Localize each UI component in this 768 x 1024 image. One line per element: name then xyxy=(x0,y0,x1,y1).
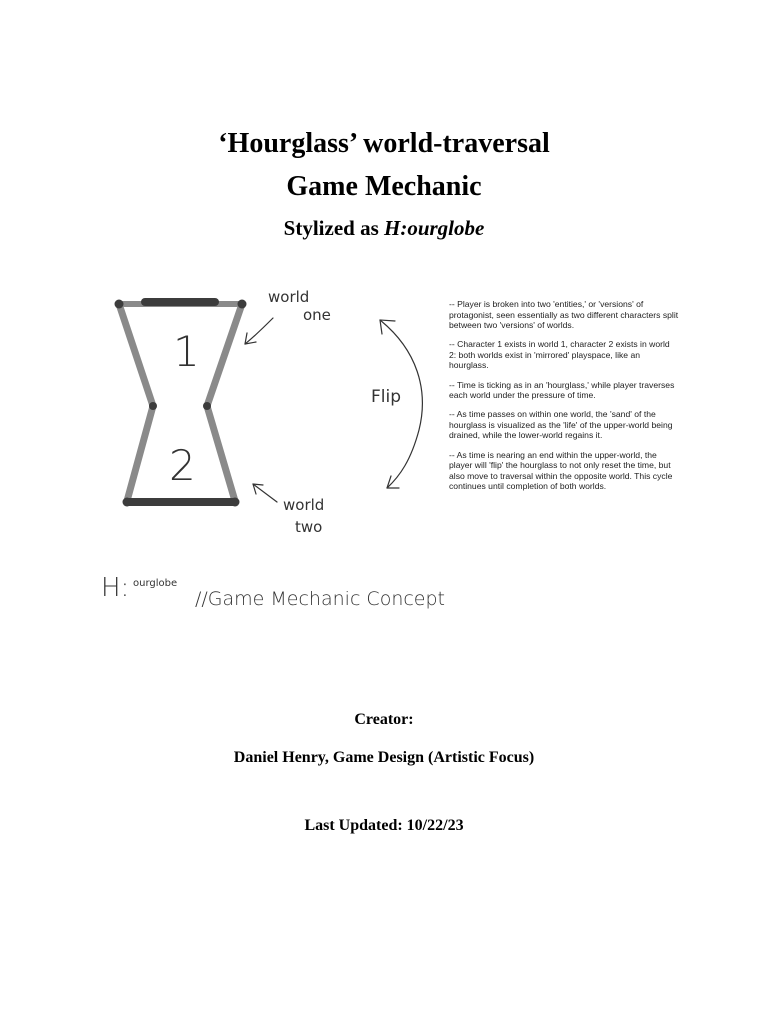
caption-ourglobe: ourglobe xyxy=(133,578,178,589)
world-one-number: 1 xyxy=(173,327,200,376)
subtitle-stylized-name: H:ourglobe xyxy=(384,216,485,240)
note-item: -- Character 1 exists in world 1, character 2 exists in world 2: both worlds exist in 'mirrored' playspace, like an hourglass. xyxy=(449,339,670,371)
subtitle-prefix: Stylized as xyxy=(283,216,384,240)
world-one-label-line-2: one xyxy=(303,306,331,324)
note-item: -- Time is ticking as in an 'hourglass,' while player traverses each world under the pressure of time. xyxy=(449,379,675,401)
caption-h-letter: H: xyxy=(101,573,130,603)
world-two-label-line-2: two xyxy=(295,518,323,536)
last-updated: Last Updated: 10/22/23 xyxy=(304,817,464,834)
world-two-label-line-1: world xyxy=(283,496,325,514)
note-item: -- As time is nearing an end within the upper-world, the player will 'flip' the hourglass to not only reset the time, but also move to traversal within the opposite world. This cycle continues until completion of both worlds. xyxy=(449,449,673,492)
caption-concept-text: //Game Mechanic Concept xyxy=(195,588,446,610)
world-one-label-line-1: world xyxy=(268,288,310,306)
handwritten-caption xyxy=(95,560,495,620)
note-item: -- Player is broken into two 'entities,' or 'versions' of protagonist, seen essentially as two different characters split between two 'versions' of worlds. xyxy=(449,299,679,331)
document-title-line-2: Game Mechanic xyxy=(286,171,482,202)
document-subtitle xyxy=(0,214,768,242)
flip-label: Flip xyxy=(371,387,402,407)
world-two-number: 2 xyxy=(169,441,196,490)
world-two-arrow xyxy=(253,484,277,502)
creator-label: Creator: xyxy=(354,711,414,728)
creator-name: Daniel Henry, Game Design (Artistic Focus) xyxy=(233,749,535,766)
design-notes xyxy=(449,299,679,500)
world-one-arrow xyxy=(245,318,273,344)
note-item: -- As time passes on within one world, the 'sand' of the hourglass is visualized as the 'life' of the upper-world being drained, while the lower-world regains it. xyxy=(449,409,673,441)
hourglass-sketch xyxy=(95,280,455,540)
document-title-line-1: ‘Hourglass’ world-traversal xyxy=(218,128,550,159)
